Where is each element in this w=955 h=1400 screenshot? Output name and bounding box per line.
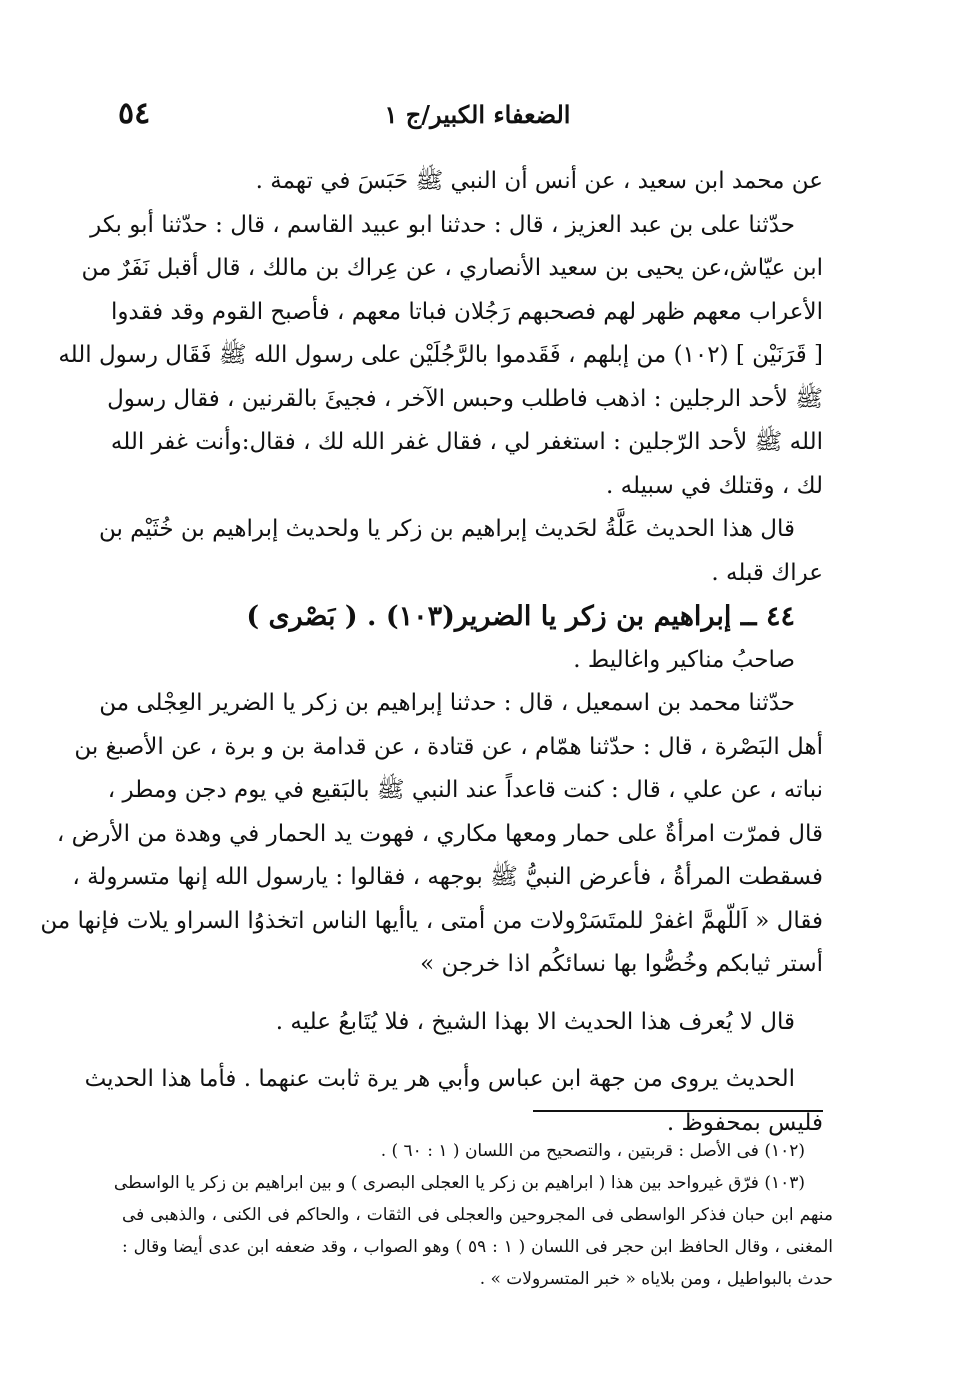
footnote-line: (١٠٣) فرّق غيرواحد بين هذا ( ابراهيم بن زكر يا العجلى البصرى ) و بين ابراهيم بن زكر يا الواسطى: [113, 1173, 805, 1193]
footnote-line: منهم ابن حبان فذكر الواسطى فى المجروحين والعجلى فى الثقات ، والحاكم فى الكنى ، والذهبى فى: [122, 1205, 833, 1225]
running-title: الضعفاء الكبير/ج ١: [384, 100, 571, 129]
text-line: فليس بمحفوظ .: [666, 1109, 823, 1136]
text-line: حدّثنا محمد بن اسمعيل ، قال : حدثنا إبراهيم بن زكر يا الضرير العِجْلى من: [99, 690, 795, 716]
text-line: الأعراب معهم ظهر لهم فصحبهم رَجُلان فباتا معهم ، فأصبح القوم وقد فقدوا: [110, 298, 823, 325]
text-line: فسقطت المرأةُ ، فأعرض النبيُّ ﷺ بوجهه ، فقالوا : يارسول الله إنها متسرولة ،: [72, 864, 823, 890]
footnote-line: المغنى ، وقال الحافظ ابن حجر فى اللسان ( ١ : ٥٩ ) وهو الصواب ، وقد ضعفه ابن عدى أيضا وقال :: [122, 1237, 833, 1257]
text-line: قال فمرّت امرأةٌ على حمار ومعها مكاري ، فهوت يد الحمار في وهدة من الأرض ،: [56, 820, 823, 847]
text-line: ابن عيّاش،عن يحيى بن سعيد الأنصاري ، عن عِراك بن مالك ، قال أقبل نَفَرٌ من: [81, 255, 823, 281]
text-line: أستر ثيابكم وخُصُّوا بها نسائكُم اذا خرجن »: [420, 951, 823, 977]
text-line: ﷺ لأحد الرجلين : اذهب فاطلب وحبس الآخر ، فجيئَ بالقرنين ، فقال رسول: [107, 385, 823, 412]
text-line: [ قَرَنَيْن ] (١٠٢) من إبلهم ، فَقَدموا بالرَّجُلَيْن على رسول الله ﷺ فَقَال رسول الله: [58, 342, 823, 368]
text-line: صاحبُ مناكير واغاليط .: [573, 646, 795, 673]
text-line: نباته ، عن علي ، قال : كنت قاعداً عند النبي ﷺ بالبَقيع في يوم دجن ومطر ،: [107, 777, 823, 803]
entry-heading: ٤٤ ــ إبراهيم بن زكر يا الضرير(١٠٣) . ( بَصْرى ): [246, 601, 795, 632]
text-line: لك ، وقتلك في سبيله .: [606, 472, 823, 499]
footnotes: [113, 1135, 833, 1295]
footnote-line: حدث بالبواطيل ، ومن بلاياه « خبر المتسرولات » .: [479, 1269, 833, 1289]
text-line: عن محمد ابن سعيد ، عن أنس أن النبي ﷺ حَبَسَ في تهمة .: [255, 168, 823, 194]
footnote-divider: [533, 1110, 823, 1112]
text-line: الحديث يروى من جهة ابن عباس وأبي هر يرة ثابت عنهما . فأما هذا الحديث: [84, 1066, 795, 1092]
text-line: حدّثنا على بن عبد العزيز ، قال : حدثنا ابو عبيد القاسم ، قال : حدّثنا أبو بكر: [90, 211, 795, 238]
text-line: عراك قبله .: [711, 559, 823, 586]
text-line: قال لا يُعرف هذا الحديث الا بهذا الشيخ ، فلا يُتَابعُ عليه .: [275, 1008, 795, 1035]
text-line: فقال « اَللّهمَّ اغفرْ للمتَسَرْولات من أمتى ، ياأيها الناس اتخذوُا السراو يلات فإنها من: [40, 907, 823, 934]
main-text: [40, 160, 823, 1145]
footnote-line: (١٠٢) فى الأصل : قربتين ، والتصحيح من اللسان ( ١ : ٦٠ ) .: [380, 1141, 805, 1161]
text-line: أهل البَصْرة ، قال : حدّثنا همّام ، عن قتادة ، عن قدامة بن و برة ، عن الأصبغ بن: [74, 733, 823, 760]
page-number: ٥٤: [118, 96, 151, 131]
text-line: قال هذا الحديث عَلَّةُ لحَديث إبراهيم بن زكر يا ولحديث إبراهيم بن خُثَيْم بن: [98, 516, 795, 542]
page-header: [118, 96, 837, 136]
text-line: الله ﷺ لأحد الرّجلين : استغفر لي ، فقال غفر الله لك ، فقال:وأنت غفر الله: [110, 429, 823, 455]
